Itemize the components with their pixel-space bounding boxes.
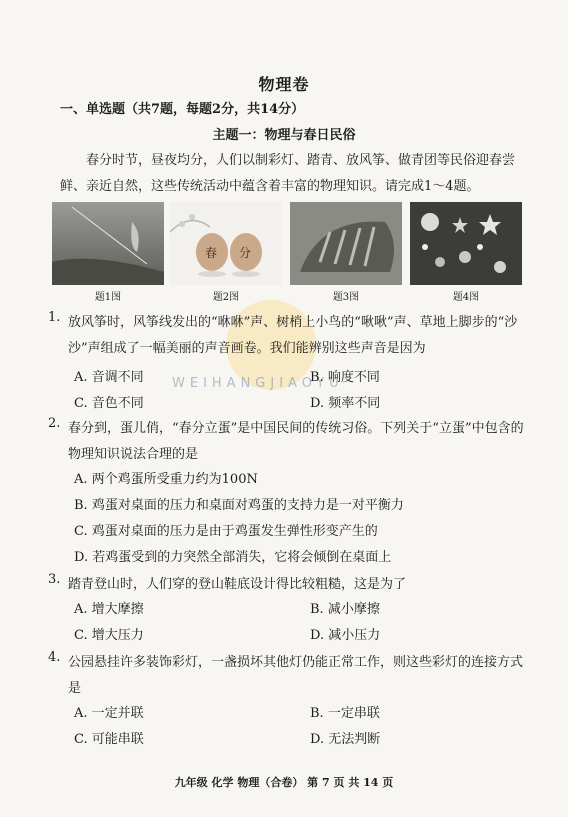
question-number: 3. [48,572,61,587]
option-a: A. 一定并联 [74,706,144,721]
section-heading: 一、单选题（共7题，每题2分，共14分） [60,102,305,117]
option-a: A. 两个鸡蛋所受重力约为100N [74,472,258,487]
option-a: A. 音调不同 [74,370,144,385]
option-c: C. 鸡蛋对桌面的压力是由于鸡蛋发生弹性形变产生的 [74,524,378,539]
question-number: 2. [48,416,61,431]
egg-label-right: 分 [239,246,252,260]
option-c: C. 可能串联 [74,732,144,747]
option-d: D. 无法判断 [310,732,381,747]
question-stem: 公园悬挂许多装饰彩灯，一盏损坏其他灯仍能正常工作，则这些彩灯的连接方式是 [68,655,524,696]
option-b: B. 响度不同 [310,370,380,385]
option-b: B. 减小摩擦 [310,602,380,617]
intro-paragraph: 春分时节，昼夜均分，人们以制彩灯、踏青、放风筝、做青团等民俗迎春尝鲜、亲近自然，这些传统活动中蕴含着丰富的物理知识。请完成1～4题。 [60,153,516,194]
option-c: C. 增大压力 [74,628,144,643]
figure-3-caption: 题3图 [332,292,360,303]
option-d: D. 减小压力 [310,628,381,643]
option-b: B. 鸡蛋对桌面的压力和桌面对鸡蛋的支持力是一对平衡力 [74,498,404,513]
option-b: B. 一定串联 [310,706,380,721]
egg-label-left: 春 [205,246,218,260]
theme-heading: 主题一：物理与春日民俗 [212,128,356,143]
figure-1-image [52,202,164,285]
question-stem: 春分到，蛋儿俏，“春分立蛋”是中国民间的传统习俗。下列关于“立蛋”中包含的物理知识说法合理的是 [68,421,524,462]
figure-3-image [290,202,402,285]
option-d: D. 频率不同 [310,396,381,411]
option-d: D. 若鸡蛋受到的力突然全部消失，它将会倾倒在桌面上 [74,550,392,565]
figure-strip [52,202,522,302]
question-number: 1. [48,310,61,325]
figure-1-caption: 题1图 [94,292,122,303]
option-c: C. 音色不同 [74,396,144,411]
question-stem: 放风筝时，风筝线发出的“咻咻”声、树梢上小鸟的“啾啾”声、草地上脚步的“沙沙”声组成了一幅美丽的声音画卷。我们能辨别这些声音是因为 [68,315,518,356]
page-footer: 九年级 化学 物理（合卷） 第 7 页 共 14 页 [174,776,394,789]
option-a: A. 增大摩擦 [74,602,144,617]
figure-2-image [170,202,282,285]
figure-2-caption: 题2图 [212,292,240,303]
question-number: 4. [48,650,61,665]
page-title: 物理卷 [258,75,310,94]
figure-4-caption: 题4图 [452,292,480,303]
question-stem: 踏青登山时，人们穿的登山鞋底设计得比较粗糙，这是为了 [68,577,407,592]
figure-4-image [410,202,522,285]
watermark-text: WEIHANGJIAOYU [172,376,344,391]
